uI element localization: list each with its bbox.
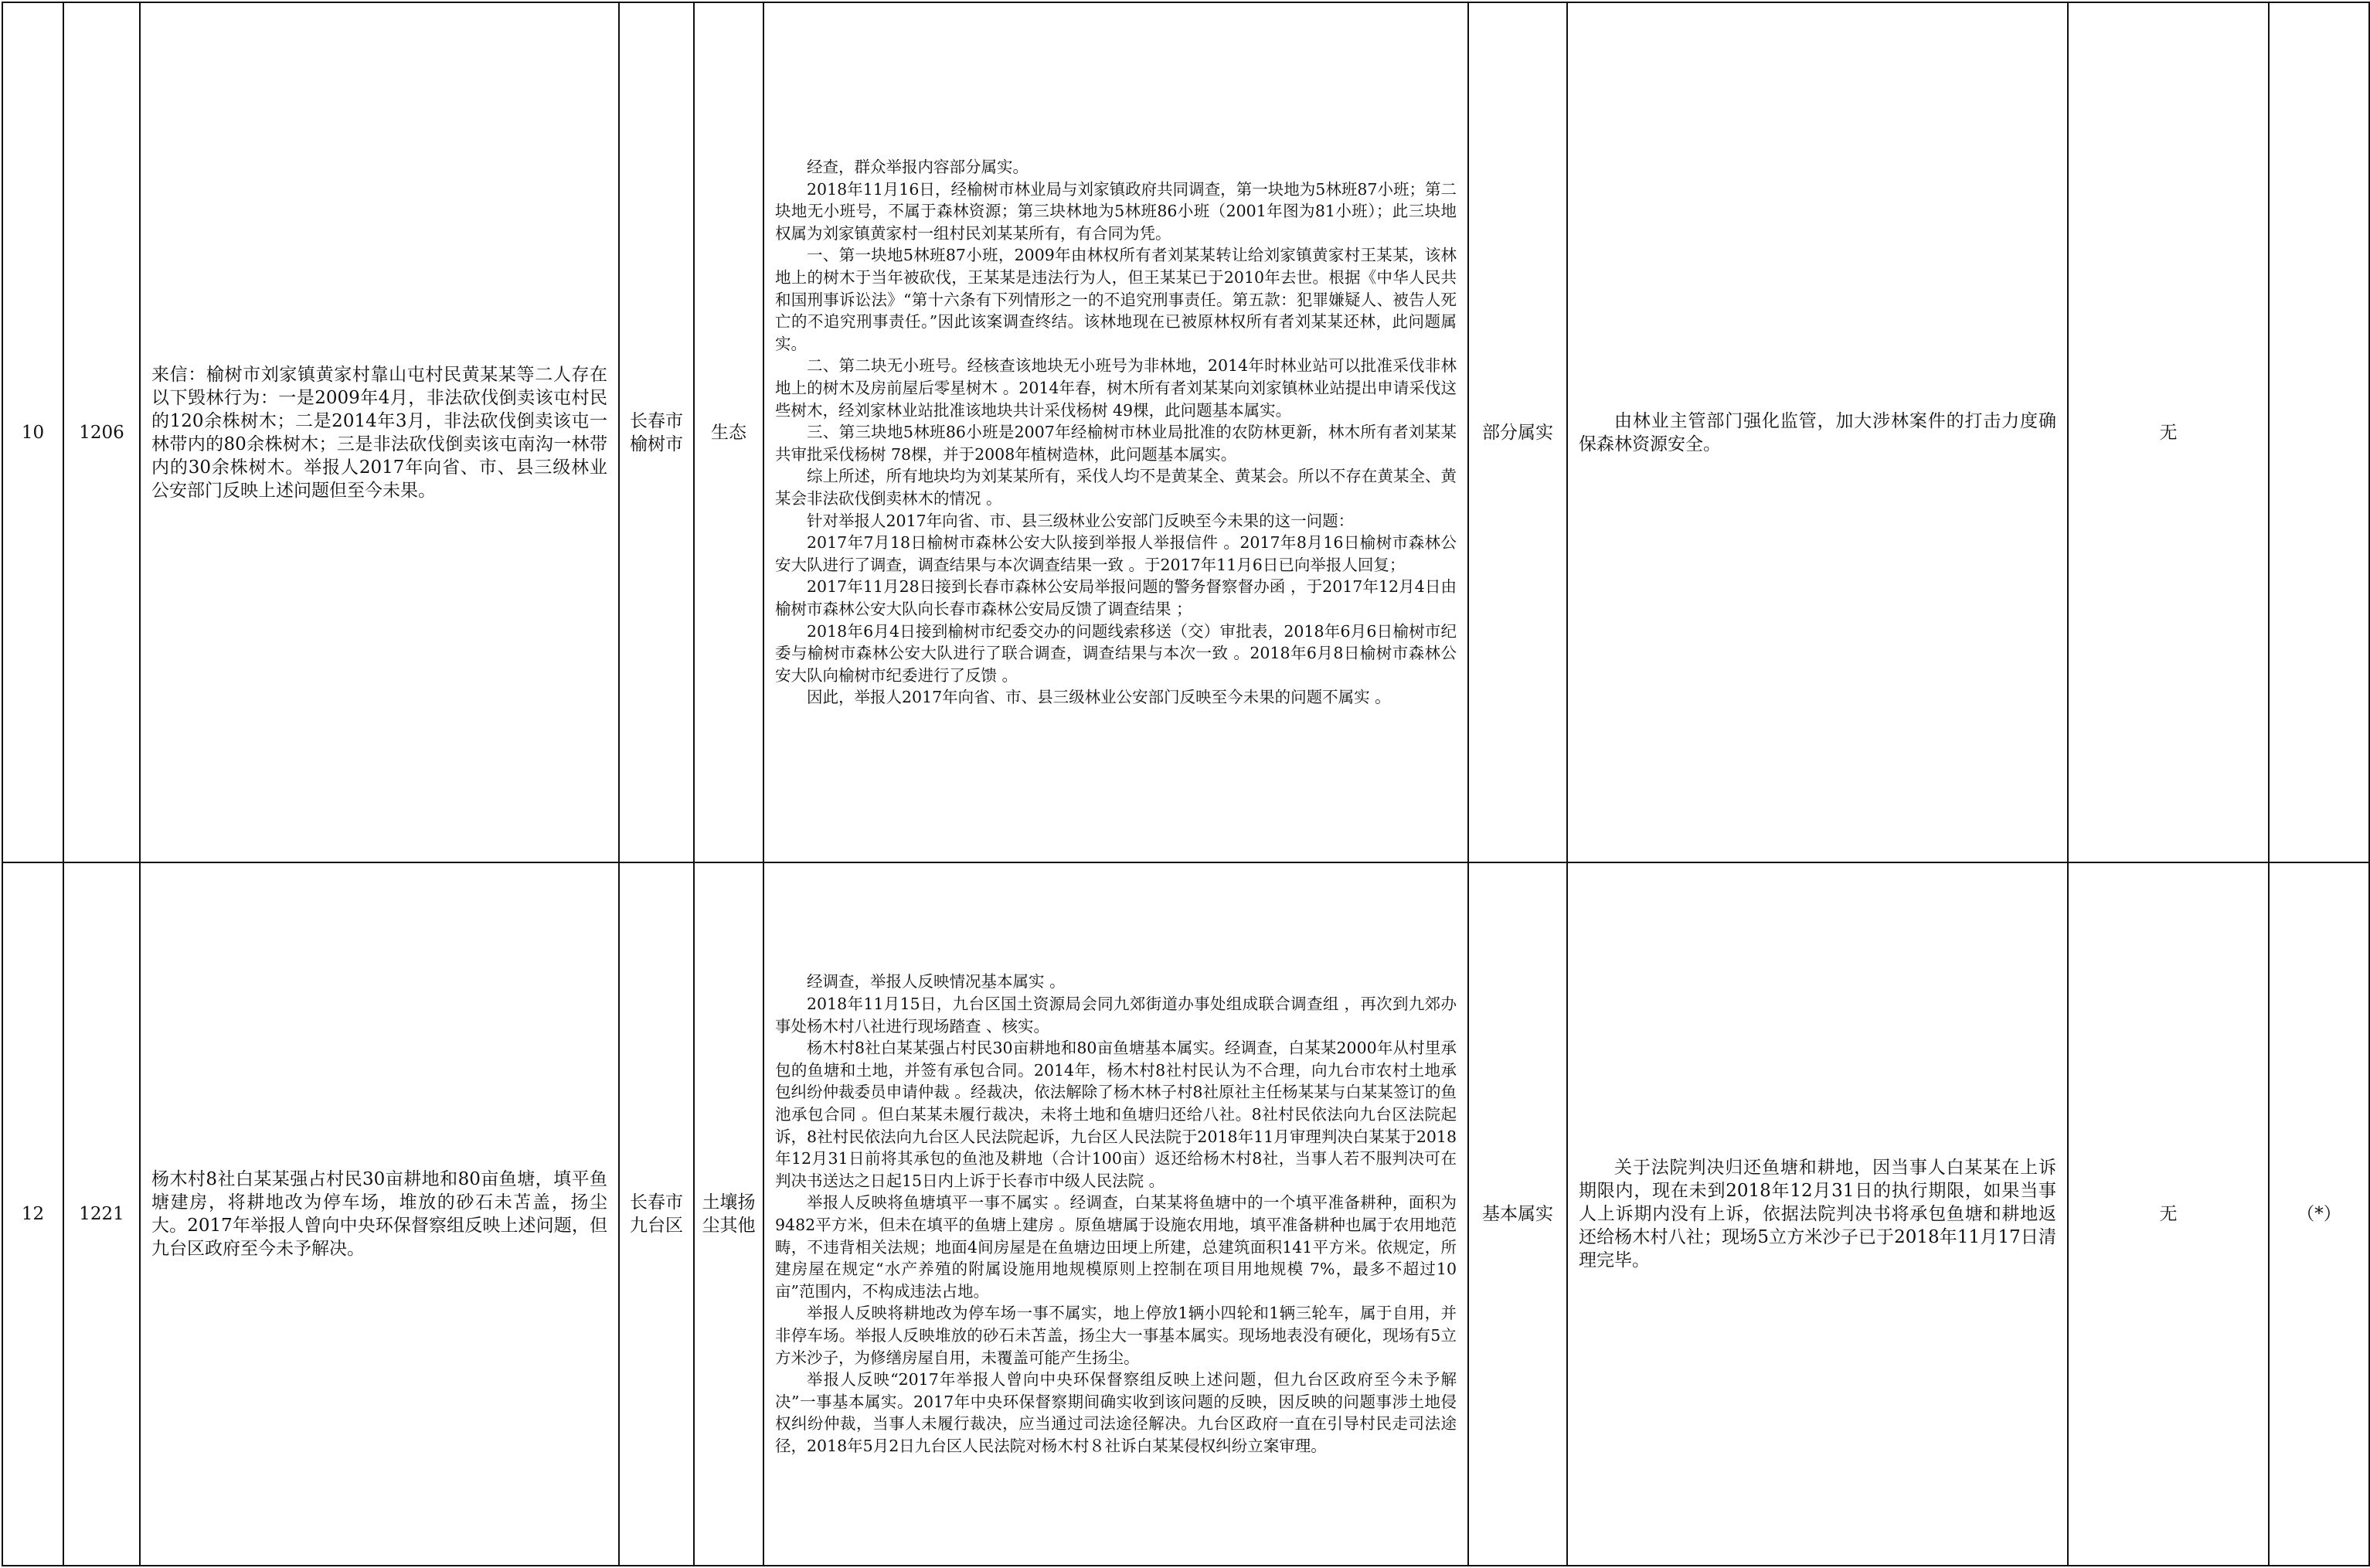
region-cell: 长春市榆树市 <box>619 2 694 862</box>
seq-cell: 10 <box>2 2 63 862</box>
findings-paragraph: 因此，举报人2017年向省、市、县三级林业公安部门反映至今未果的问题不属实 。 <box>807 688 1391 707</box>
region-cell: 长春市九台区 <box>619 862 694 1566</box>
category-cell: 土壤扬尘其他 <box>694 862 763 1566</box>
case-no-cell: 1206 <box>63 2 140 862</box>
findings-paragraph: 2018年11月15日，九台区国土资源局会同九郊街道办事处组成联合调查组 ，再次到九郊办事处杨木村八社进行现场踏查 、核实。 <box>775 995 1457 1036</box>
findings-paragraph: 举报人反映将耕地改为停车场一事不属实，地上停放1辆小四轮和1辆三轮车，属于自用，并非停车场。举报人反映堆放的砂石未苫盖，扬尘大一事基本属实。现场地表没有硬化，现场有5立方米沙子，为修缮房屋自用，未覆盖可能产生扬尘。 <box>775 1304 1457 1367</box>
case-no-cell: 1221 <box>63 862 140 1566</box>
findings-paragraph: 一、第一块地5林班87小班，2009年由林权所有者刘某某转让给刘家镇黄家村王某某，该林地上的树木于当年被砍伐，王某某是违法行为人，但王某某已于2010年去世。根据《中华人民共和国刑事诉讼法》“第十六条有下列情形之一的不追究刑事责任。第五款：犯罪嫌疑人、被告人死亡的不追究刑事责任。”因此该案调查终结。该林地现在已被原林权所有者刘某某还林，此问题属实。 <box>775 246 1457 353</box>
findings-paragraph: 举报人反映“2017年举报人曾向中央环保督察组反映上述问题，但九台区政府至今未予解决”一事基本属实。2017年中央环保督察期间确实收到该问题的反映，因反映的问题事涉土地侵权纠纷仲裁，当事人未履行裁决，应当通过司法途径解决。九台区政府一直在引导村民走司法途径，2018年5月2日九台区人民法院对杨木村８社诉白某某侵权纠纷立案审理。 <box>775 1370 1457 1455</box>
findings-cell <box>763 862 1468 1566</box>
table-row <box>2 2 2369 862</box>
verdict-cell: 部分属实 <box>1468 2 1567 862</box>
findings-paragraph: 举报人反映将鱼塘填平一事不属实 。经调查，白某某将鱼塘中的一个填平准备耕种，面积为9482平方米，但未在填平的鱼塘上建房 。原鱼塘属于设施农用地，填平准备耕种也属于农用地范畴，不违背相关法规；地面4间房屋是在鱼塘边田埂上所建，总建筑面积141平方米。依规定，所建房屋在规定“水产养殖的附属设施用地规模原则上控制在项目用地规模 7%，最多不超过10亩”范围内，不构成违法占地。 <box>775 1193 1457 1301</box>
findings-paragraph: 经调查，举报人反映情况基本属实 。 <box>807 972 1066 991</box>
findings-cell <box>763 2 1468 862</box>
category-cell: 生态 <box>694 2 763 862</box>
complaint-cell: 来信：榆树市刘家镇黄家村靠山屯村民黄某某等二人存在以下毁林行为：一是2009年4月，非法砍伐倒卖该屯村民的120余株树木；二是2014年3月，非法砍伐倒卖该屯一林带内的80余株树木；三是非法砍伐倒卖该屯南沟一林带内的30余株树木。举报人2017年向省、市、县三级林业公安部门反映上述问题但至今未果。 <box>140 2 619 862</box>
rectification-cell <box>1567 2 2068 862</box>
verdict-cell: 基本属实 <box>1468 862 1567 1566</box>
findings-paragraph: 针对举报人2017年向省、市、县三级林业公安部门反映至今未果的这一问题： <box>807 511 1355 530</box>
findings-paragraph: 2017年7月18日榆树市森林公安大队接到举报人举报信件 。2017年8月16日榆树市森林公安大队进行了调查，调查结果与本次调查结果一致 。于2017年11月6日已向举报人回复； <box>775 533 1457 574</box>
rectification-text: 由林业主管部门强化监管，加大涉林案件的打击力度确保森林资源安全。 <box>1579 410 2056 454</box>
findings-paragraph: 杨木村8社白某某强占村民30亩耕地和80亩鱼塘基本属实。经调查，白某某2000年从村里承包的鱼塘和土地，并签有承包合同。2014年，杨木村8社村民认为不合理，向九台市农村土地承包纠纷仲裁委员申请仲裁 。经裁决，依法解除了杨木林子村8社原社主任杨某某与白某某签订的鱼池承包合同 。但白某某未履行裁决，未将土地和鱼塘归还给八社。8社村民依法向九台区法院起诉，8社村民依法向九台区人民法院起诉，九台区人民法院于2018年11月审理判决白某某于2018年12月31日前将其承包的鱼池及耕地（合计100亩）返还给杨木村8社，当事人若不服判决可在判决书送达之日起15日内上诉于长春市中级人民法院 。 <box>775 1039 1457 1190</box>
complaint-report-table <box>2 2 2370 1566</box>
findings-paragraph: 2017年11月28日接到长春市森林公安局举报问题的警务督察督办函 ，于2017年12月4日由榆树市森林公安大队向长春市森林公安局反馈了调查结果 ； <box>775 577 1457 618</box>
findings-paragraph: 2018年6月4日接到榆树市纪委交办的问题线索移送（交）审批表，2018年6月6日榆树市纪委与榆树市森林公安大队进行了联合调查，调查结果与本次一致 。2018年6月8日榆树市森林公安大队向榆树市纪委进行了反馈 。 <box>775 621 1457 685</box>
table-row <box>2 862 2369 1566</box>
rectification-text: 关于法院判决归还鱼塘和耕地，因当事人白某某在上诉期限内，现在未到2018年12月31日的执行期限，如果当事人上诉期内没有上诉，依据法院判决书将承包鱼塘和耕地返还给杨木村八社；现场5立方米沙子已于2018年11月17日清理完毕。 <box>1579 1158 2056 1270</box>
findings-paragraph: 2018年11月16日，经榆树市林业局与刘家镇政府共同调查，第一块地为5林班87小班；第二块地无小班号，不属于森林资源；第三块林地为5林班86小班（2001年图为81小班）；此三块地权属为刘家镇黄家村一组村民刘某某所有，有合同为凭。 <box>775 179 1457 243</box>
findings-paragraph: 经查，群众举报内容部分属实。 <box>807 158 1029 177</box>
seq-cell: 12 <box>2 862 63 1566</box>
findings-paragraph: 二、第二块无小班号。经核查该地块无小班号为非林地，2014年时林业站可以批准采伐非林地上的树木及房前屋后零星树木 。2014年春，树木所有者刘某某向刘家镇林业站提出申请采伐这些树木，经刘家林业站批准该地块共计采伐杨树 49棵，此问题基本属实。 <box>775 356 1457 420</box>
accountability-cell: 无 <box>2068 2 2269 862</box>
findings-paragraph: 综上所述，所有地块均为刘某某所有，采伐人均不是黄某全、黄某会。所以不存在黄某全、黄某会非法砍伐倒卖林木的情况 。 <box>775 467 1457 508</box>
remark-cell <box>2269 2 2369 862</box>
rectification-cell <box>1567 862 2068 1566</box>
accountability-cell: 无 <box>2068 862 2269 1566</box>
findings-paragraph: 三、第三块地5林班86小班是2007年经榆树市林业局批准的农防林更新，林木所有者刘某某共审批采伐杨树 78棵，并于2008年植树造林，此问题基本属实。 <box>775 423 1457 464</box>
remark-cell: （*） <box>2269 862 2369 1566</box>
complaint-cell: 杨木村8社白某某强占村民30亩耕地和80亩鱼塘，填平鱼塘建房，将耕地改为停车场，堆放的砂石未苫盖，扬尘大。2017年举报人曾向中央环保督察组反映上述问题，但九台区政府至今未予解决。 <box>140 862 619 1566</box>
